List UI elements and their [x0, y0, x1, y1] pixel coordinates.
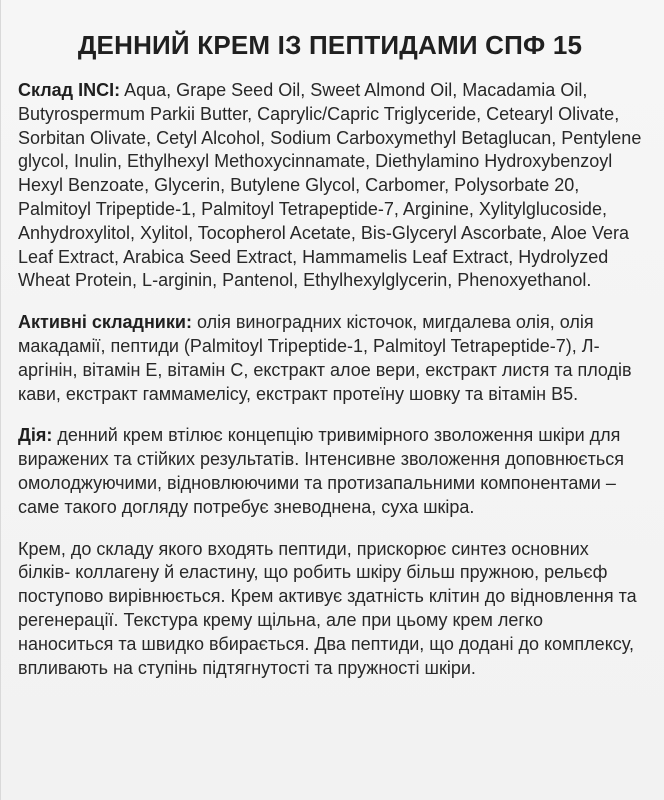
ingredients-text: Aqua, Grape Seed Oil, Sweet Almond Oil, Macadamia Oil, Butyrospermum Parkii Butter, Caprylic/Capric Triglyceride, Cetearyl Olivate, Sorbitan Olivate, Cetyl Alcohol, Sodium Carboxymethyl Betaglucan, Pentylene glycol, Inulin, Ethylhexyl Methoxycinnamate, Diethylamino Hydroxybenzoyl Hexyl Benzoate, Glycerin, Butylene Glycol, Carbomer, Polysorbate 20, Palmitoyl Tripeptide-1, Palmitoyl Tetrapeptide-7, Arginine, Xylitylglucoside, Anhydroxylitol, Xylitol, Tocopherol Acetate, Bis-Glyceryl Ascorbate, Aloe Vera Leaf Extract, Arabica Seed Extract, Hammamelis Leaf Extract, Hydrolyzed Wheat Protein, L-arginin, Pantenol, Ethylhexylglycerin, Phenoxyethanol. — [18, 80, 642, 291]
action-label: Дія: — [18, 425, 53, 446]
description-paragraph — [18, 538, 642, 681]
page-title: ДЕННИЙ КРЕМ ІЗ ПЕПТИДАМИ СПФ 15 — [77, 30, 583, 60]
description-text: Крем, до складу якого входять пептиди, прискорює синтез основних білків- коллагену й еластину, що робить шкіру більш пружною, рельєф поступово вирівнюється. Крем активує здатність клітин до відновлення та регенерації. Текстура крему щільна, але при цьому крем легко наноситься та швидко вбирається. Два пептиди, що додані до комплексу, впливають на ступінь підтягнутості та пружності шкіри. — [18, 538, 637, 678]
active-ingredients-text: олія виноградних кісточок, мигдалева олія, олія макадамії, пептиди (Palmitoyl Tripeptide-1, Palmitoyl Tetrapeptide-7), Л-аргінін, вітамін Е, вітамін С, екстракт алое вери, екстракт листя та плодів кави, екстракт гаммамелісу, екстракт протеїну шовку та вітамін В5. — [18, 312, 632, 404]
active-ingredients-label: Активні складники: — [18, 312, 192, 333]
ingredients-label: Склад INCI: — [18, 80, 121, 100]
action-paragraph — [18, 424, 642, 519]
ingredients-paragraph — [18, 79, 642, 293]
active-ingredients-paragraph — [18, 311, 642, 406]
action-text: денний крем втілює концепцію тривимірного зволоження шкіри для виражених та стійких результатів. Інтенсивне зволоження доповнюється омолоджуючими, відновлюючими та протизапальними компонентами – саме такого догляду потребує зневоднена, суха шкіра. — [18, 425, 624, 517]
